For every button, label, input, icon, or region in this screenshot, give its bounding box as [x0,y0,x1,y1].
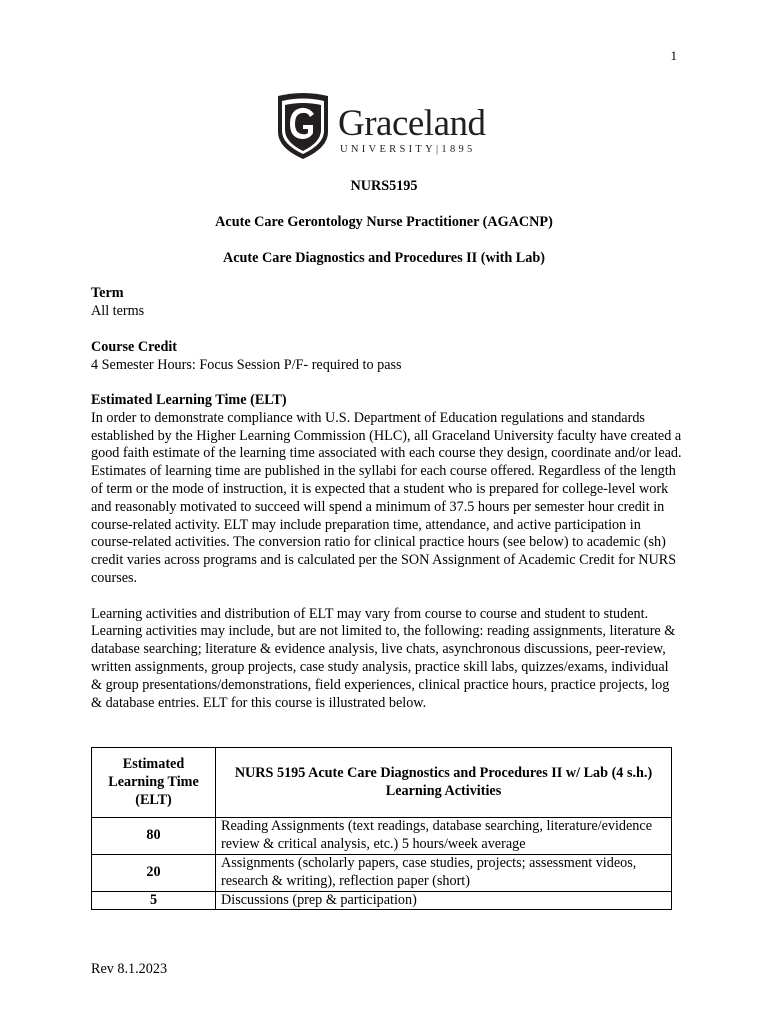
table-header-course: NURS 5195 Acute Care Diagnostics and Procedures II w/ Lab (4 s.h.) [234,764,653,781]
shield-icon [276,92,330,160]
table-cell-activity: Assignments (scholarly papers, case studies, projects; assessment videos, research & writing), reflection paper (short) [216,854,672,891]
elt-paragraph-1: In order to demonstrate compliance with U.S. Department of Education regulations and standards established by the Higher Learning Commission (HLC), all Graceland University faculty have created a good faith estimate of the learning time associated with each course they design, coordinate and/or lead. Estimates of learning time are published in the syllabi for each course offered. Regardless of the length of term or the mode of instruction, it is expected that a student who is prepared for college-level work and reasonably motivated to succeed will spend a minimum of 37.5 hours per semester hour credit in course-related activity. ELT may include preparation time, attendance, and active participation in course-related activities. The conversion ratio for clinical practice hours (see below) to academic (sh) credit varies across programs and is calculated per the SON Assignment of Academic Credit for NURS courses. [91,409,682,586]
table-cell-activity: Reading Assignments (text readings, database searching, literature/evidence review & critical analysis, etc.) 5 hours/week average [216,818,672,855]
table-cell-hours: 20 [92,854,216,891]
table-header-elt: Estimated Learning Time (ELT) [92,748,216,818]
table-cell-activity: Discussions (prep & participation) [216,891,672,910]
logo-subline: UNIVERSITY|1895 [340,144,476,155]
credit-heading: Course Credit [91,339,178,355]
table-row [92,818,672,855]
table-header-row [92,748,672,818]
page-number: 1 [670,48,677,63]
course-code: NURS5195 [350,178,418,194]
credit-section [91,339,681,375]
elt-table [91,747,672,910]
revision-footer: Rev 8.1.2023 [91,961,168,977]
program-title: Acute Care Gerontology Nurse Practitioner (AGACNP) [215,214,553,230]
term-value: All terms [91,302,145,319]
table-cell-hours: 5 [92,891,216,910]
elt-paragraph-2: Learning activities and distribution of ELT may vary from course to course and student to student. Learning activities may include, but are not limited to, the following: reading assignments, literature & database searching; literature & evidence analysis, live chats, asynchronous discussions, peer-review, written assignments, group projects, case study analysis, practice skill labs, quizzes/exams, individual & group presentations/demonstrations, field experiences, clinical practice hours, practice projects, log & database entries. ELT for this course is illustrated below. [91,605,676,711]
table-row [92,891,672,910]
credit-value: 4 Semester Hours: Focus Session P/F- required to pass [91,356,402,373]
table-header-activities [216,748,672,818]
logo-wordmark: Graceland [338,103,486,144]
elt-section [91,392,683,712]
table-header-learning-activities: Learning Activities [385,782,502,799]
university-logo [276,92,496,162]
elt-heading: Estimated Learning Time (ELT) [91,392,287,408]
course-title: Acute Care Diagnostics and Procedures II (with Lab) [223,250,545,266]
table-row [92,854,672,891]
table-cell-hours: 80 [92,818,216,855]
term-heading: Term [91,285,124,301]
term-section [91,285,681,321]
